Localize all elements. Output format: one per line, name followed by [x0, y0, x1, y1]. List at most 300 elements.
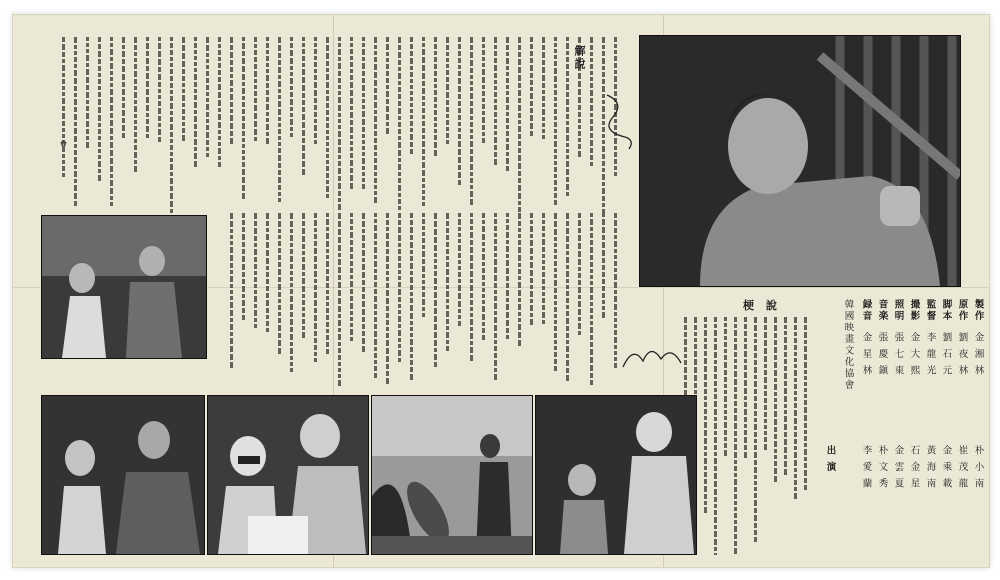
text-column — [311, 211, 320, 362]
text-glyph — [578, 89, 581, 95]
text-glyph — [518, 247, 521, 253]
text-glyph — [410, 347, 413, 352]
text-glyph — [434, 354, 437, 360]
text-glyph — [614, 255, 617, 259]
text-glyph — [302, 307, 305, 311]
text-glyph — [704, 338, 707, 342]
text-glyph — [350, 147, 353, 151]
text-glyph — [398, 73, 401, 79]
text-glyph — [326, 180, 329, 184]
text-glyph — [134, 166, 137, 172]
text-glyph — [290, 127, 293, 131]
text-glyph — [290, 235, 293, 241]
text-glyph — [314, 133, 317, 138]
text-glyph — [110, 89, 113, 95]
text-glyph — [350, 62, 353, 67]
text-glyph — [794, 384, 797, 389]
text-glyph — [374, 213, 377, 217]
text-glyph — [774, 325, 777, 331]
text-glyph — [110, 63, 113, 69]
text-glyph — [206, 104, 209, 110]
text-glyph — [350, 311, 353, 315]
text-glyph — [744, 452, 747, 458]
text-glyph — [482, 300, 485, 304]
text-glyph — [774, 378, 777, 382]
text-glyph — [86, 49, 89, 53]
text-glyph — [158, 137, 161, 142]
text-glyph — [398, 297, 401, 302]
text-glyph — [314, 248, 317, 254]
text-glyph — [386, 220, 389, 225]
text-glyph — [422, 213, 425, 217]
text-glyph — [74, 57, 77, 62]
text-glyph — [542, 312, 545, 318]
text-glyph — [302, 37, 305, 41]
text-glyph — [410, 250, 413, 254]
text-glyph — [254, 228, 257, 234]
text-glyph — [374, 45, 377, 49]
text-glyph — [386, 378, 389, 384]
text-glyph — [398, 289, 401, 295]
text-glyph — [554, 200, 557, 205]
text-glyph — [374, 311, 377, 315]
text-glyph — [494, 259, 497, 265]
text-glyph — [266, 37, 269, 41]
text-glyph — [470, 135, 473, 139]
credit-name: 劉 夜 林 — [956, 332, 968, 377]
text-glyph — [398, 108, 401, 114]
text-glyph — [134, 71, 137, 77]
text-glyph — [734, 371, 737, 377]
text-glyph — [714, 510, 717, 515]
text-glyph — [506, 268, 509, 274]
text-glyph — [566, 43, 569, 49]
text-glyph — [470, 68, 473, 73]
text-glyph — [374, 138, 377, 143]
text-glyph — [278, 235, 281, 239]
synopsis-text — [681, 315, 811, 555]
text-glyph — [290, 37, 293, 41]
text-glyph — [714, 366, 717, 372]
text-glyph — [530, 256, 533, 260]
text-glyph — [434, 117, 437, 121]
text-column — [359, 211, 368, 352]
text-glyph — [410, 235, 413, 240]
text-glyph — [290, 264, 293, 269]
text-glyph — [398, 172, 401, 176]
text-glyph — [290, 289, 293, 294]
text-glyph — [410, 339, 413, 345]
text-glyph — [774, 468, 777, 474]
cast-member: 石 金 星 — [908, 445, 920, 490]
text-glyph — [704, 466, 707, 470]
text-glyph — [784, 345, 787, 350]
text-glyph — [804, 362, 807, 368]
text-glyph — [422, 128, 425, 133]
text-glyph — [724, 396, 727, 402]
text-glyph — [446, 228, 449, 233]
text-glyph — [398, 52, 401, 58]
credit-entry — [877, 299, 887, 377]
text-glyph — [794, 317, 797, 323]
text-glyph — [134, 92, 137, 98]
text-glyph — [230, 221, 233, 227]
text-glyph — [314, 285, 317, 290]
text-glyph — [338, 380, 341, 386]
text-glyph — [590, 37, 593, 43]
text-glyph — [206, 78, 209, 83]
text-glyph — [242, 193, 245, 199]
text-glyph — [350, 268, 353, 273]
text-glyph — [530, 248, 533, 254]
text-glyph — [446, 64, 449, 68]
text-glyph — [326, 90, 329, 94]
text-glyph — [170, 145, 173, 150]
text-glyph — [422, 259, 425, 264]
text-glyph — [194, 56, 197, 60]
text-glyph — [518, 163, 521, 169]
producer-company: 韓國映畫文化協會 — [842, 299, 854, 391]
text-glyph — [590, 98, 593, 103]
text-glyph — [434, 97, 437, 102]
text-glyph — [122, 89, 125, 95]
text-glyph — [326, 213, 329, 217]
text-glyph — [506, 246, 509, 252]
text-glyph — [482, 262, 485, 266]
text-glyph — [694, 325, 697, 330]
text-glyph — [566, 265, 569, 269]
text-glyph — [362, 127, 365, 132]
text-glyph — [518, 37, 521, 43]
text-glyph — [764, 348, 767, 354]
text-glyph — [386, 233, 389, 239]
text-glyph — [242, 102, 245, 107]
text-glyph — [764, 437, 767, 442]
text-glyph — [290, 213, 293, 219]
text-glyph — [74, 193, 77, 199]
text-glyph — [422, 280, 425, 284]
text-glyph — [566, 213, 569, 219]
text-glyph — [506, 72, 509, 76]
text-glyph — [566, 221, 569, 226]
text-glyph — [494, 253, 497, 257]
text-glyph — [694, 338, 697, 342]
text-glyph — [302, 130, 305, 136]
text-glyph — [278, 129, 281, 134]
text-glyph — [110, 158, 113, 164]
text-glyph — [122, 74, 125, 80]
text-glyph — [458, 233, 461, 237]
text-glyph — [506, 144, 509, 150]
text-glyph — [194, 102, 197, 108]
text-glyph — [744, 359, 747, 363]
text-glyph — [506, 225, 509, 230]
text-column — [781, 315, 790, 475]
text-glyph — [764, 431, 767, 435]
text-glyph — [694, 383, 697, 388]
text-glyph — [158, 37, 161, 41]
text-glyph — [614, 166, 617, 170]
text-glyph — [254, 64, 257, 69]
text-glyph — [422, 292, 425, 297]
text-glyph — [784, 404, 787, 408]
credit-name: 劉 石 元 — [940, 332, 952, 377]
text-glyph — [614, 337, 617, 343]
text-glyph — [744, 388, 747, 394]
text-glyph — [266, 43, 269, 48]
text-glyph — [386, 371, 389, 376]
text-glyph — [410, 149, 413, 154]
text-glyph — [374, 296, 377, 302]
text-glyph — [86, 77, 89, 83]
text-glyph — [266, 279, 269, 284]
text-glyph — [434, 271, 437, 276]
text-glyph — [714, 445, 717, 450]
text-glyph — [266, 56, 269, 61]
text-glyph — [518, 120, 521, 124]
text-glyph — [338, 183, 341, 189]
text-glyph — [194, 74, 197, 80]
text-glyph — [794, 352, 797, 356]
text-glyph — [194, 161, 197, 167]
text-glyph — [62, 73, 65, 77]
text-glyph — [338, 43, 341, 47]
text-glyph — [362, 250, 365, 256]
text-glyph — [326, 249, 329, 253]
text-column — [771, 315, 780, 482]
credit-name: 李 龍 光 — [924, 332, 936, 377]
text-glyph — [98, 66, 101, 71]
text-glyph — [458, 239, 461, 243]
text-glyph — [506, 304, 509, 310]
text-glyph — [434, 71, 437, 76]
text-glyph — [542, 52, 545, 58]
text-glyph — [494, 226, 497, 231]
text-glyph — [242, 156, 245, 160]
text-glyph — [446, 305, 449, 309]
text-glyph — [74, 107, 77, 112]
text-glyph — [602, 219, 605, 225]
text-glyph — [774, 355, 777, 360]
text-glyph — [326, 96, 329, 101]
text-glyph — [744, 437, 747, 443]
text-glyph — [754, 439, 757, 443]
text-glyph — [494, 73, 497, 78]
text-glyph — [422, 81, 425, 86]
text-glyph — [422, 43, 425, 47]
text-glyph — [566, 184, 569, 190]
text-glyph — [314, 213, 317, 218]
text-glyph — [242, 66, 245, 72]
text-glyph — [74, 171, 77, 177]
text-glyph — [326, 154, 329, 158]
text-glyph — [302, 85, 305, 91]
text-glyph — [194, 110, 197, 114]
text-glyph — [506, 158, 509, 164]
text-glyph — [446, 84, 449, 90]
text-glyph — [314, 234, 317, 239]
text-glyph — [338, 57, 341, 61]
text-glyph — [470, 333, 473, 339]
text-glyph — [254, 257, 257, 262]
text-glyph — [62, 52, 65, 57]
text-glyph — [434, 150, 437, 156]
text-glyph — [494, 112, 497, 117]
cast-label: 出 演 — [824, 445, 836, 474]
text-glyph — [146, 37, 149, 41]
text-glyph — [734, 438, 737, 442]
text-column — [587, 35, 596, 166]
text-glyph — [338, 368, 341, 372]
text-glyph — [614, 76, 617, 82]
text-glyph — [338, 147, 341, 153]
text-glyph — [614, 228, 617, 233]
text-glyph — [314, 220, 317, 226]
text-glyph — [338, 314, 341, 318]
text-glyph — [86, 69, 89, 75]
text-glyph — [254, 85, 257, 89]
text-glyph — [206, 92, 209, 96]
text-glyph — [804, 382, 807, 386]
text-glyph — [230, 241, 233, 245]
text-glyph — [506, 91, 509, 95]
text-glyph — [458, 253, 461, 258]
text-glyph — [98, 107, 101, 113]
text-glyph — [470, 37, 473, 43]
text-glyph — [62, 37, 65, 42]
text-glyph — [530, 44, 533, 49]
text-glyph — [134, 100, 137, 104]
text-glyph — [554, 155, 557, 159]
text-glyph — [578, 105, 581, 110]
text-glyph — [98, 142, 101, 147]
text-glyph — [482, 288, 485, 292]
text-glyph — [704, 396, 707, 400]
text-glyph — [542, 292, 545, 296]
text-glyph — [122, 103, 125, 108]
credit-entry — [941, 299, 951, 377]
text-glyph — [764, 356, 767, 362]
text-glyph — [704, 351, 707, 356]
text-glyph — [804, 354, 807, 360]
text-glyph — [530, 213, 533, 218]
text-glyph — [410, 134, 413, 140]
text-glyph — [530, 101, 533, 106]
text-glyph — [506, 112, 509, 116]
text-glyph — [470, 191, 473, 197]
text-glyph — [590, 71, 593, 75]
text-glyph — [494, 275, 497, 281]
text-glyph — [350, 232, 353, 238]
text-glyph — [314, 75, 317, 80]
text-glyph — [434, 104, 437, 108]
text-glyph — [278, 318, 281, 323]
text-glyph — [566, 279, 569, 283]
text-glyph — [754, 445, 757, 450]
text-glyph — [398, 213, 401, 218]
text-glyph — [446, 133, 449, 138]
text-glyph — [230, 296, 233, 300]
text-glyph — [350, 303, 353, 309]
credit-role: 製作 — [972, 299, 984, 322]
text-glyph — [302, 145, 305, 151]
text-glyph — [458, 122, 461, 126]
text-glyph — [374, 57, 377, 62]
text-glyph — [338, 97, 341, 103]
text-glyph — [458, 157, 461, 163]
cast-member: 崔 茂 龍 — [956, 445, 968, 490]
text-glyph — [206, 140, 209, 145]
text-glyph — [350, 329, 353, 335]
text-column — [503, 35, 512, 171]
text-glyph — [74, 122, 77, 126]
text-glyph — [470, 116, 473, 120]
text-column — [761, 315, 770, 450]
text-glyph — [804, 443, 807, 447]
text-glyph — [254, 98, 257, 103]
text-glyph — [602, 306, 605, 310]
text-glyph — [146, 58, 149, 64]
text-glyph — [754, 339, 757, 343]
text-glyph — [350, 160, 353, 166]
text-glyph — [182, 53, 185, 59]
text-glyph — [554, 187, 557, 191]
text-glyph — [614, 312, 617, 316]
text-glyph — [314, 140, 317, 144]
text-glyph — [350, 112, 353, 118]
text-glyph — [278, 185, 281, 190]
text-glyph — [542, 220, 545, 224]
text-glyph — [254, 284, 257, 288]
text-glyph — [566, 161, 569, 167]
text-glyph — [744, 344, 747, 349]
text-glyph — [374, 172, 377, 176]
text-glyph — [530, 51, 533, 56]
text-column — [383, 35, 392, 134]
text-glyph — [218, 92, 221, 98]
text-glyph — [134, 120, 137, 124]
text-glyph — [230, 60, 233, 65]
text-glyph — [110, 49, 113, 55]
text-glyph — [242, 51, 245, 56]
text-glyph — [694, 317, 697, 323]
text-glyph — [254, 318, 257, 322]
text-glyph — [614, 351, 617, 355]
text-glyph — [602, 182, 605, 186]
text-column — [587, 211, 596, 385]
text-glyph — [278, 109, 281, 115]
text-glyph — [458, 309, 461, 313]
text-glyph — [458, 266, 461, 270]
text-glyph — [194, 116, 197, 122]
text-glyph — [530, 80, 533, 85]
text-glyph — [566, 92, 569, 97]
text-glyph — [278, 136, 281, 140]
text-glyph — [446, 37, 449, 43]
text-glyph — [542, 213, 545, 218]
text-glyph — [554, 122, 557, 127]
text-glyph — [578, 273, 581, 278]
text-glyph — [362, 229, 365, 233]
text-glyph — [242, 177, 245, 183]
text-glyph — [542, 226, 545, 231]
text-glyph — [744, 396, 747, 400]
text-glyph — [386, 106, 389, 112]
text-glyph — [494, 137, 497, 143]
text-glyph — [134, 58, 137, 62]
text-glyph — [804, 394, 807, 398]
text-glyph — [614, 70, 617, 74]
